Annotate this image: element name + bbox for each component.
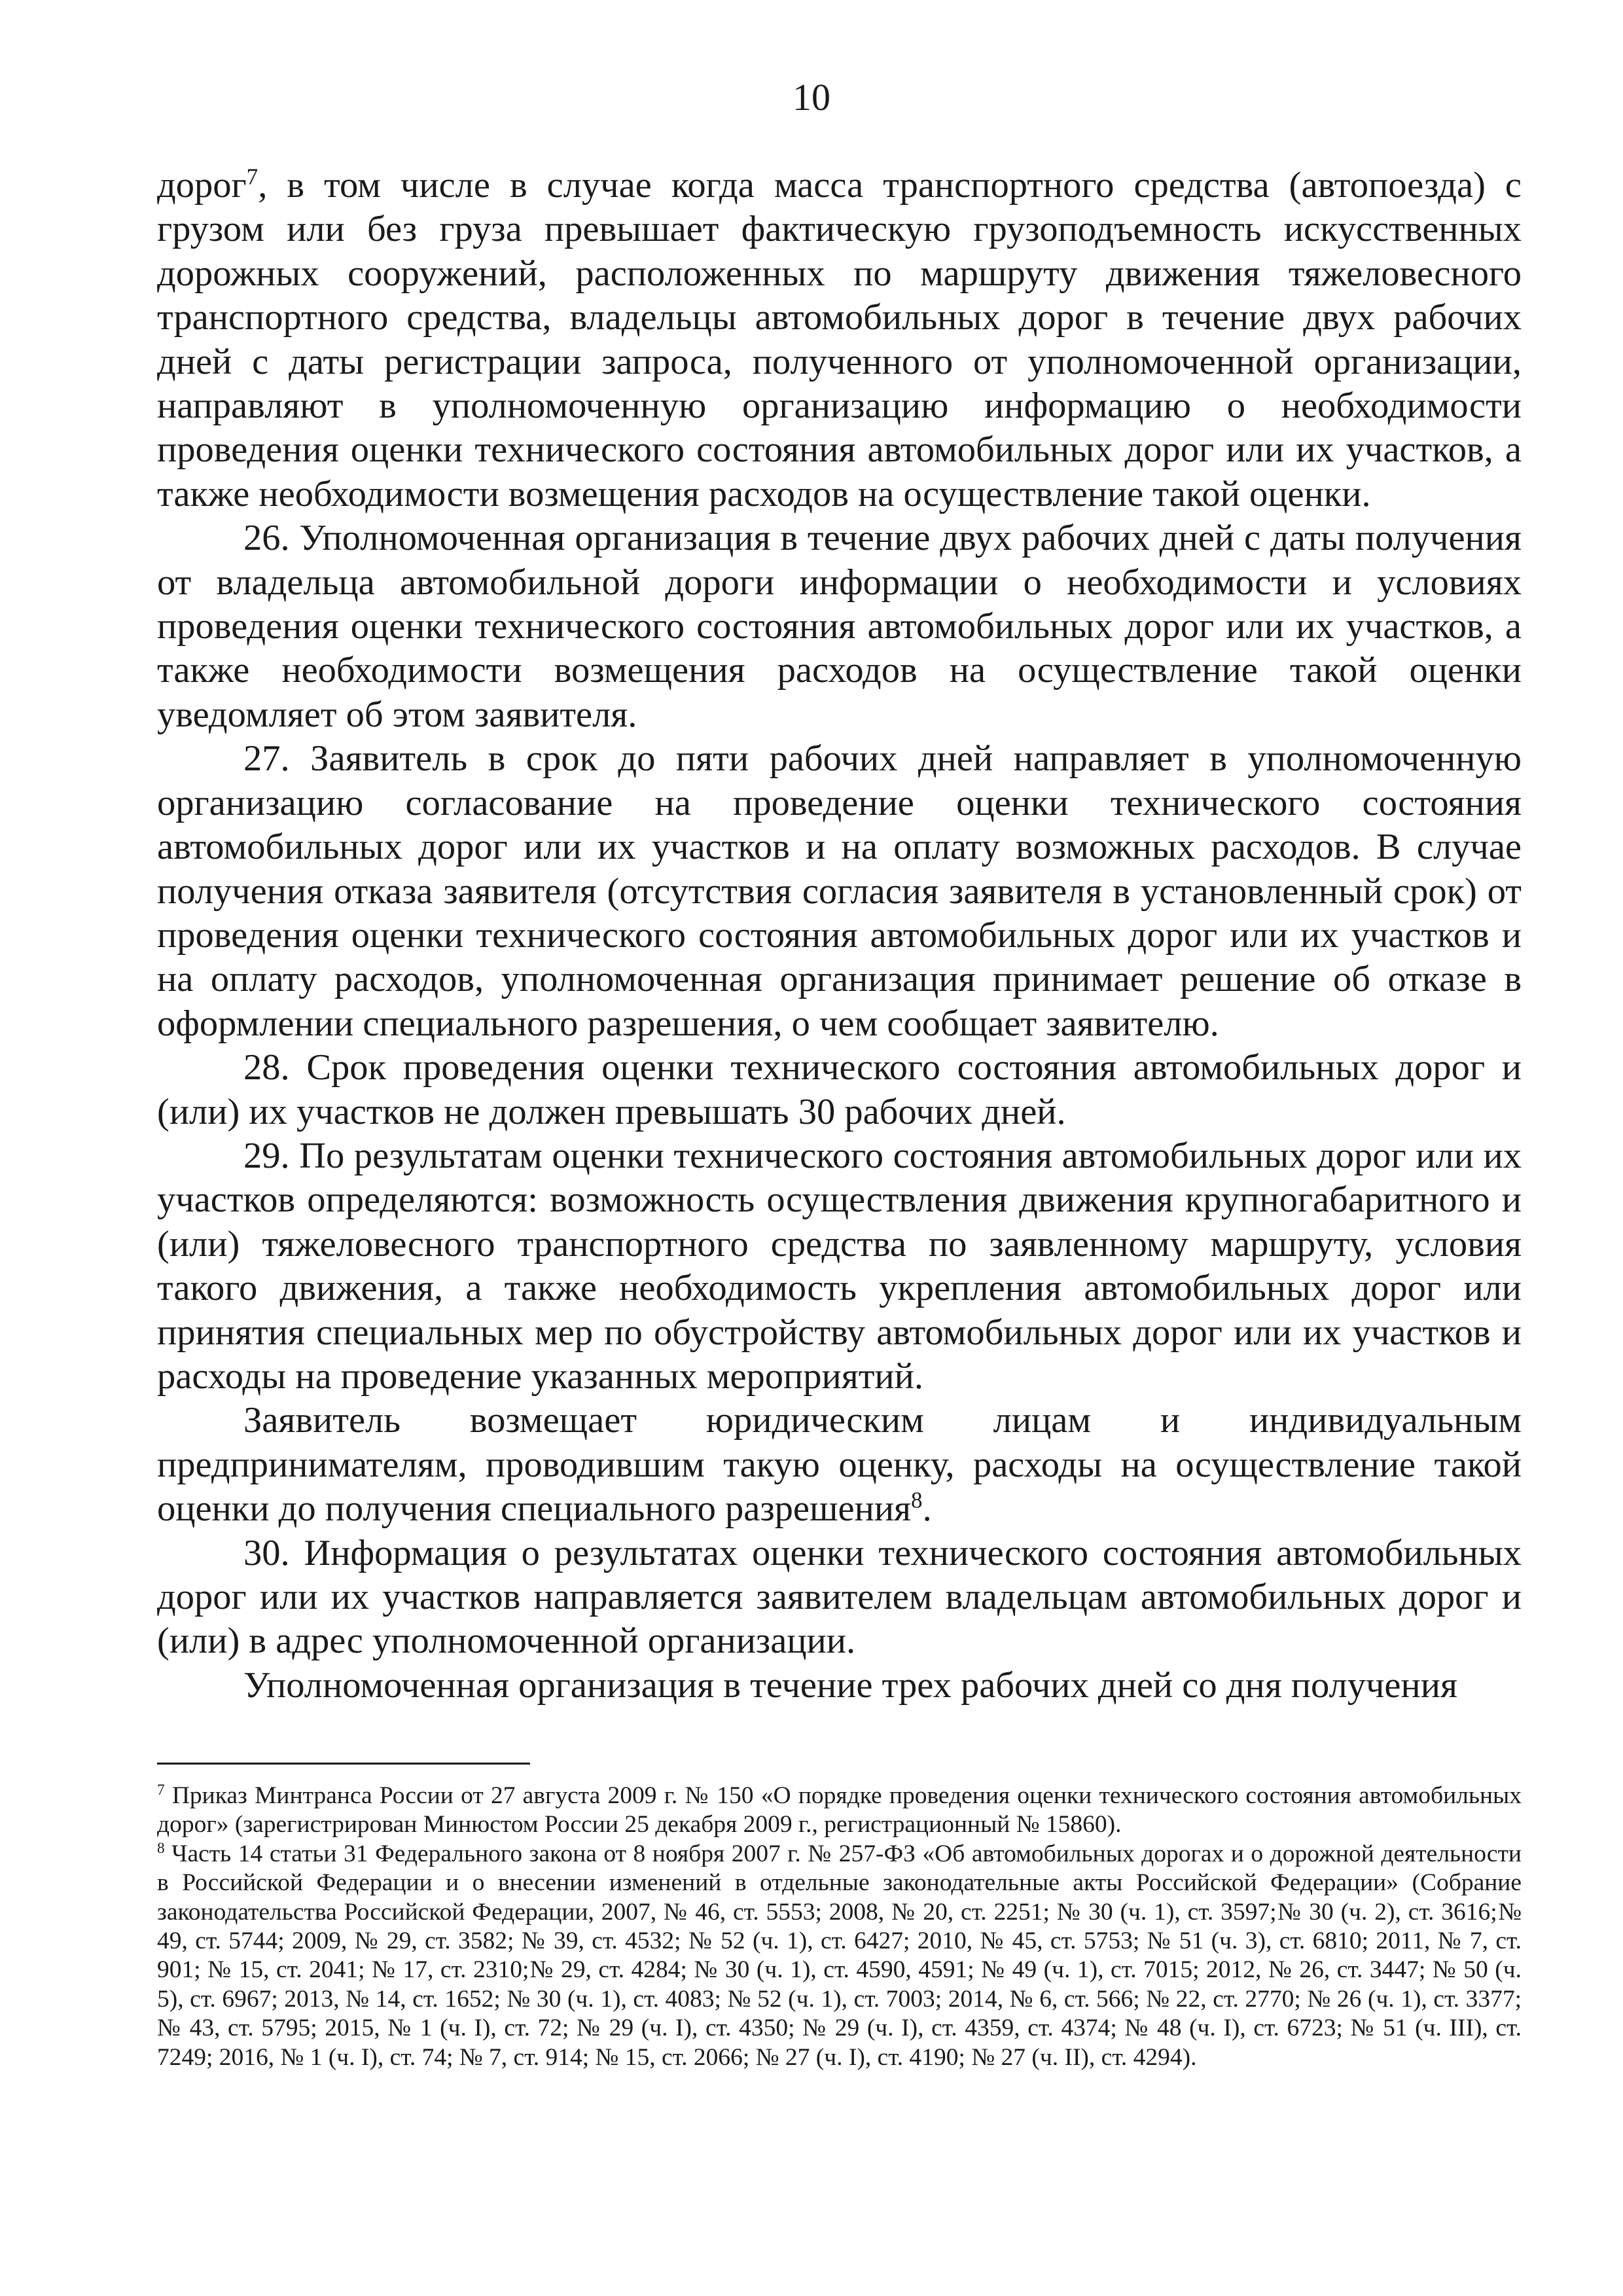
footnote-8: $^8$ Часть 14 статьи 31 Федерального закона от 8 ноября 2007 г. № 257-ФЗ «Об автомобильных дорогах и о дорожной деятельности в Российской Федерации и о внесении изменений в отдельные законодательные акты Российской Федерации» (Собрание законодательства Российской Федерации, 2007, № 46, ст. 5553; 2008, № 20, ст. 2251; № 30 (ч. 1), ст. 3597;№ 30 (ч. 2), ст. 3616;№ 49, ст. 5744; 2009, № 29, ст. 3582; № 39, ст. 4532; № 52 (ч. 1), ст. 6427; 2010, № 45, ст. 5753; № 51 (ч. 3), ст. 6810; 2011, № 7, ст. 901; № 15, ст. 2041; № 17, ст. 2310;№ 29, ст. 4284; № 30 (ч. 1), ст. 4590, 4591; № 49 (ч. 1), ст. 7015; 2012, № 26, ст. 3447; № 50 (ч. 5), ст. 6967; 2013, № 14, ст. 1652; № 30 (ч. 1), ст. 4083; № 52 (ч. 1), ст. 7003; 2014, № 6, ст. 566; № 22, ст. 2770; № 26 (ч. 1), ст. 3377; № 43, ст. 5795; 2015, № 1 (ч. I), ст. 72; № 29 (ч. I), ст. 4350; № 29 (ч. I), ст. 4359, ст. 4374; № 48 (ч. I), ст. 6723; № 51 (ч. III), ст. 7249; 2016, № 1 (ч. I), ст. 74; № 7, ст. 914; № 15, ст. 2066; № 27 (ч. I), ст. 4190; № 27 (ч. II), ст. 4294). [157, 1840, 1522, 2071]
footnote-7: $^7$ Приказ Минтранса России от 27 августа 2009 г. № 150 «О порядке проведения оценки технического состояния автомобильных дорог» (зарегистрирован Минюстом России 25 декабря 2009 г., регистрационный № 15860). [157, 1782, 1522, 1839]
footnote-mark-8: 8 [157, 1840, 165, 1857]
paragraph-29-applicant: Заявитель возмещает юридическим лицам и индивидуальным предпринимателям, проводившим такую оценку, расходы на осуществление такой оценки до получения специального разрешения$^8$. [157, 1400, 1522, 1530]
paragraph-28: 28. Срок проведения оценки технического состояния автомобильных дорог и (или) их участков не должен превышать 30 рабочих дней. [157, 1047, 1522, 1132]
paragraph-26: 26. Уполномоченная организация в течение двух рабочих дней с даты получения от владельца автомобильной дороги информации о необходимости и условиях проведения оценки технического состояния автомобильных дорог или их участков, а также необходимости возмещения расходов на осуществление такой оценки уведомляет об этом заявителя. [157, 518, 1522, 735]
paragraph-30-continued: Уполномоченная организация в течение трех рабочих дней со дня получения [243, 1664, 1457, 1706]
footnote-ref-8[interactable]: 8 [911, 1487, 923, 1513]
paragraph-27: 27. Заявитель в срок до пяти рабочих дней направляет в уполномоченную организацию согласование на проведение оценки технического состояния автомобильных дорог или их участков и на оплату возможных расходов. В случае получения отказа заявителя (отсутствия согласия заявителя в установленный срок) от проведения оценки технического состояния автомобильных дорог или их участков и на оплату расходов, уполномоченная организация принимает решение об отказе в оформлении специального разрешения, о чем сообщает заявителю. [157, 738, 1522, 1044]
paragraph-continuation: дорог$^7$, в том числе в случае когда масса транспортного средства (автопоезда) с грузом или без груза превышает фактическую грузоподъемность искусственных дорожных сооружений, расположенных по маршруту движения тяжеловесного транспортного средства, владельцы автомобильных дорог в течение двух рабочих дней с даты регистрации запроса, полученного от уполномоченной организации, направляют в уполномоченную организацию информацию о необходимости проведения оценки технического состояния автомобильных дорог или их участков, а также необходимости возмещения расходов на осуществление такой оценки. [157, 164, 1522, 514]
paragraph-30: 30. Информация о результатах оценки технического состояния автомобильных дорог или их участков направляется заявителем владельцам автомобильных дорог и (или) в адрес уполномоченной организации. [157, 1532, 1522, 1662]
footnote-separator [157, 1763, 530, 1765]
paragraph-29: 29. По результатам оценки технического состояния автомобильных дорог или их участков определяются: возможность осуществления движения крупногабаритного и (или) тяжеловесного транспортного средства по заявленному маршруту, условия такого движения, а также необходимость укрепления автомобильных дорог или принятия специальных мер по обустройству автомобильных дорог или их участков и расходы на проведение указанных мероприятий. [157, 1135, 1522, 1397]
footnote-ref-7[interactable]: 7 [246, 164, 259, 190]
document-body [157, 164, 1522, 1708]
footnotes [157, 1782, 1522, 2072]
page-number: 10 [793, 76, 830, 118]
footnote-mark-7: 7 [157, 1782, 165, 1799]
